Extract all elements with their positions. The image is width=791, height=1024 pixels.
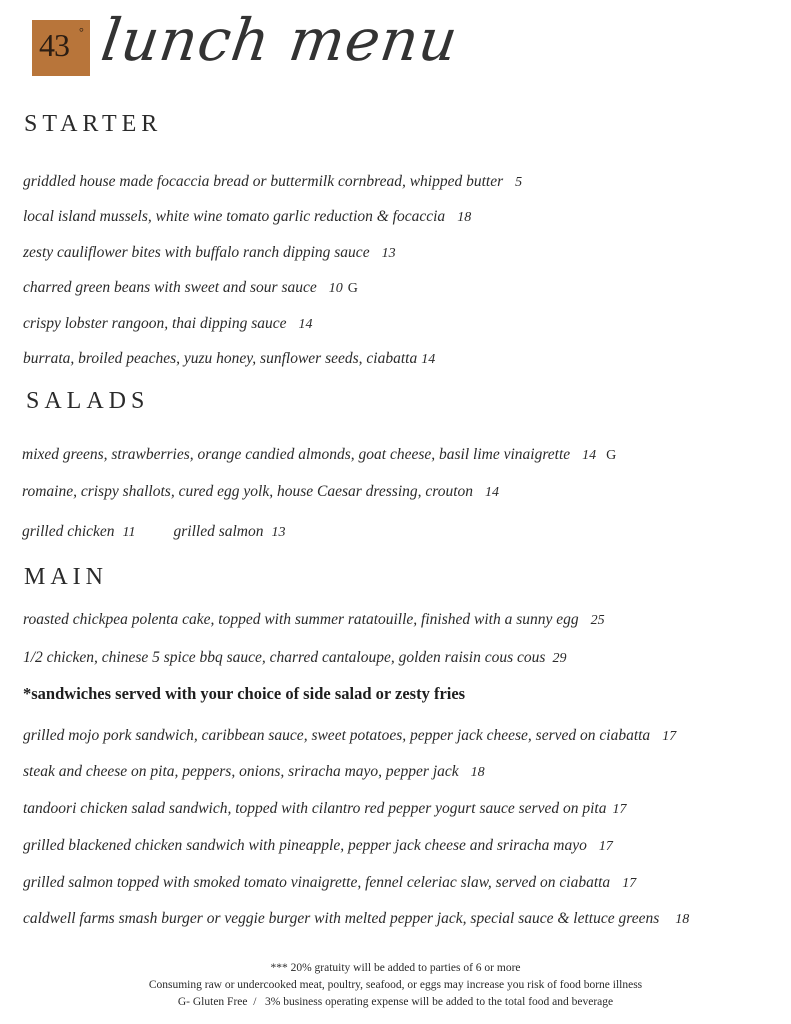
item-name: tandoori chicken salad sandwich, topped with cilantro red pepper yogurt sauce served on pita bbox=[23, 800, 607, 817]
gluten-free-tag: G bbox=[606, 448, 617, 463]
section-heading-salads: SALADS bbox=[26, 388, 150, 414]
menu-item bbox=[23, 209, 471, 225]
section-heading-starter: STARTER bbox=[24, 111, 163, 137]
item-name: burrata, broiled peaches, yuzu honey, sunflower seeds, ciabatta bbox=[23, 350, 418, 367]
menu-footer bbox=[0, 960, 791, 1011]
item-name: steak and cheese on pita, peppers, onions, sriracha mayo, pepper jack bbox=[23, 763, 459, 780]
menu-item bbox=[22, 484, 499, 500]
item-price: 13 bbox=[381, 246, 396, 261]
item-price: 18 bbox=[675, 912, 690, 927]
item-name: caldwell farms smash burger or veggie burger with melted pepper jack, special sauce & lettuce greens bbox=[23, 910, 660, 927]
section-heading-main: MAIN bbox=[24, 564, 108, 590]
food-safety-notice: Consuming raw or undercooked meat, poultry, seafood, or eggs may increase you risk of food borne illness bbox=[148, 979, 643, 991]
addon-item bbox=[174, 524, 286, 540]
item-price: 10 bbox=[328, 281, 343, 296]
menu-item bbox=[23, 650, 566, 666]
logo-number: 43 bbox=[39, 27, 69, 63]
item-name: roasted chickpea polenta cake, topped with summer ratatouille, finished with a sunny egg bbox=[23, 611, 579, 628]
item-name: romaine, crispy shallots, cured egg yolk, house Caesar dressing, crouton bbox=[22, 483, 474, 500]
menu-title: lunch menu bbox=[97, 6, 463, 74]
item-price: 14 bbox=[298, 317, 313, 332]
addon-price: 11 bbox=[122, 525, 136, 540]
menu-item bbox=[23, 612, 605, 628]
item-price: 17 bbox=[598, 839, 613, 854]
item-price: 14 bbox=[582, 448, 597, 463]
item-price: 18 bbox=[470, 765, 485, 780]
item-price: 17 bbox=[622, 876, 637, 891]
item-price: 18 bbox=[457, 210, 472, 225]
menu-item bbox=[23, 280, 358, 296]
item-name: crispy lobster rangoon, thai dipping sauce bbox=[23, 315, 287, 332]
item-name: griddled house made focaccia bread or buttermilk cornbread, whipped butter bbox=[23, 173, 504, 190]
item-name: local island mussels, white wine tomato garlic reduction & focaccia bbox=[23, 208, 446, 225]
menu-item bbox=[23, 728, 676, 744]
menu-item bbox=[23, 351, 435, 367]
item-price: 14 bbox=[421, 352, 436, 367]
menu-item bbox=[23, 838, 613, 854]
menu-item bbox=[23, 174, 522, 190]
sandwich-note: *sandwiches served with your choice of side salad or zesty fries bbox=[23, 684, 466, 703]
item-name: grilled blackened chicken sandwich with pineapple, pepper jack cheese and sriracha mayo bbox=[23, 837, 587, 854]
item-price: 14 bbox=[485, 485, 500, 500]
item-name: 1/2 chicken, chinese 5 spice bbq sauce, charred cantaloupe, golden raisin cous cous bbox=[23, 649, 546, 666]
menu-item bbox=[23, 245, 396, 261]
addon-name: grilled salmon bbox=[173, 523, 264, 540]
item-price: 17 bbox=[612, 802, 627, 817]
item-name: zesty cauliflower bites with buffalo ranch dipping sauce bbox=[23, 244, 370, 261]
gluten-free-and-fee-notice: G- Gluten Free / 3% business operating expense will be added to the total food and beverage bbox=[177, 996, 614, 1008]
menu-item bbox=[23, 316, 313, 332]
gratuity-notice: *** 20% gratuity will be added to parties of 6 or more bbox=[270, 962, 521, 974]
item-name: grilled salmon topped with smoked tomato vinaigrette, fennel celeriac slaw, served on ciabatta bbox=[23, 874, 611, 891]
addon-item bbox=[22, 524, 136, 540]
menu-item bbox=[22, 447, 616, 463]
gluten-free-tag: G bbox=[347, 281, 358, 296]
item-name: mixed greens, strawberries, orange candied almonds, goat cheese, basil lime vinaigrette bbox=[22, 446, 571, 463]
restaurant-logo bbox=[32, 20, 90, 76]
salad-addons bbox=[22, 523, 286, 541]
item-price: 17 bbox=[662, 729, 677, 744]
item-price: 29 bbox=[552, 651, 567, 666]
logo-degree-symbol: ° bbox=[79, 25, 84, 39]
addon-name: grilled chicken bbox=[22, 523, 115, 540]
menu-item bbox=[23, 911, 689, 927]
menu-item bbox=[23, 801, 626, 817]
addon-price: 13 bbox=[271, 525, 286, 540]
menu-item bbox=[23, 875, 636, 891]
item-price: 5 bbox=[515, 175, 523, 190]
item-name: grilled mojo pork sandwich, caribbean sauce, sweet potatoes, pepper jack cheese, served on ciabatta bbox=[23, 727, 651, 744]
menu-item bbox=[23, 764, 485, 780]
item-price: 25 bbox=[590, 613, 605, 628]
item-name: charred green beans with sweet and sour sauce bbox=[23, 279, 317, 296]
